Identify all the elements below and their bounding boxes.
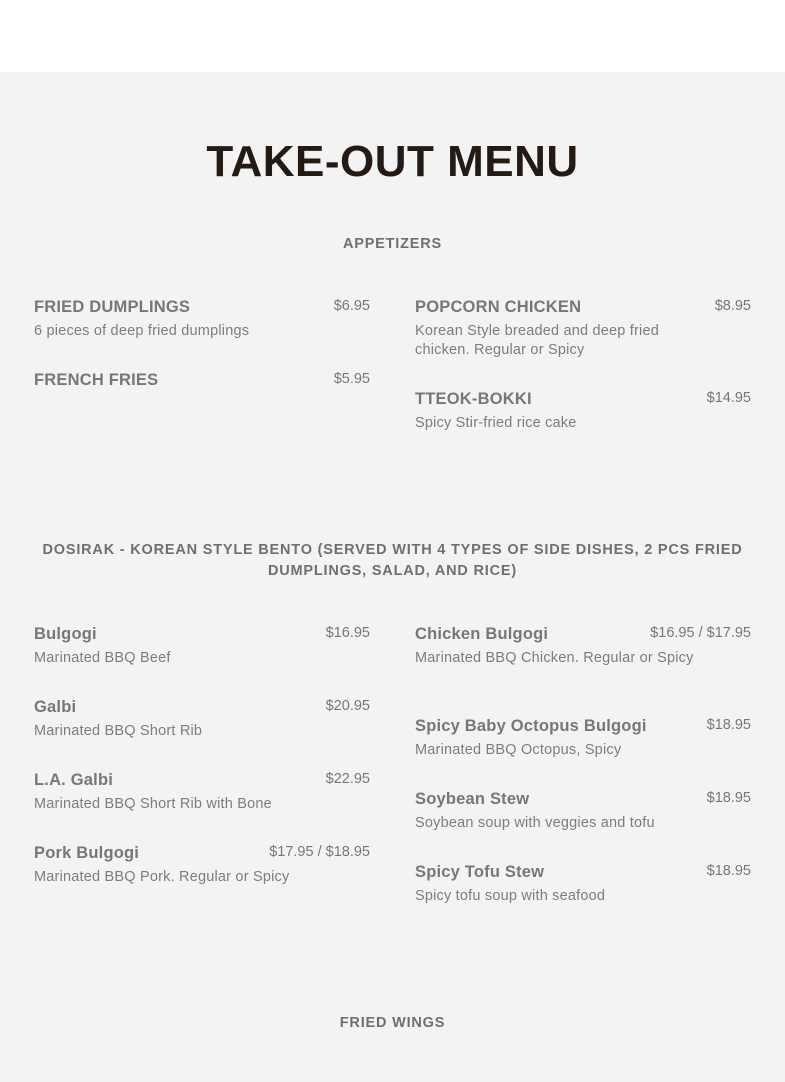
item-description: Marinated BBQ Pork. Regular or Spicy bbox=[34, 869, 290, 885]
item-price: $14.95 bbox=[706, 390, 751, 406]
menu-item-soybean-stew bbox=[415, 790, 751, 833]
menu-item-la-galbi bbox=[34, 771, 370, 814]
item-name: FRENCH FRIES bbox=[34, 371, 159, 389]
item-price: $6.95 bbox=[333, 298, 370, 314]
item-name: Galbi bbox=[34, 698, 77, 716]
menu-item-galbi bbox=[34, 698, 370, 741]
item-price: $5.95 bbox=[333, 371, 370, 387]
item-price: $8.95 bbox=[714, 298, 751, 314]
menu-item-chicken-bulgogi bbox=[415, 625, 751, 668]
item-name: Spicy Baby Octopus Bulgogi bbox=[415, 717, 647, 735]
item-price: $18.95 bbox=[706, 717, 751, 733]
item-description: Marinated BBQ Beef bbox=[34, 650, 171, 666]
item-description: Soybean soup with veggies and tofu bbox=[415, 815, 655, 831]
item-description: Spicy tofu soup with seafood bbox=[415, 888, 606, 904]
item-name: Bulgogi bbox=[34, 625, 97, 643]
item-price: $16.95 / $17.95 bbox=[650, 625, 751, 641]
item-description: Marinated BBQ Short Rib bbox=[34, 723, 203, 739]
item-price: $16.95 bbox=[325, 625, 370, 641]
item-name: POPCORN CHICKEN bbox=[415, 298, 582, 316]
item-price: $18.95 bbox=[706, 863, 751, 879]
item-description: Marinated BBQ Short Rib with Bone bbox=[34, 796, 272, 812]
item-price: $20.95 bbox=[325, 698, 370, 714]
menu-item-popcorn-chicken bbox=[415, 298, 751, 360]
menu-item-tteok-bokki bbox=[415, 390, 751, 433]
section-title-appetizers: APPETIZERS bbox=[342, 236, 443, 252]
item-name: FRIED DUMPLINGS bbox=[34, 298, 191, 316]
item-description: Marinated BBQ Octopus, Spicy bbox=[415, 742, 622, 758]
page-title: TAKE-OUT MENU bbox=[206, 137, 579, 186]
menu-item-fried-dumplings bbox=[34, 298, 370, 341]
item-description: 6 pieces of deep fried dumplings bbox=[34, 323, 250, 339]
item-name: Pork Bulgogi bbox=[34, 844, 140, 862]
item-name: TTEOK-BOKKI bbox=[415, 390, 532, 408]
item-description: Spicy Stir-fried rice cake bbox=[415, 415, 577, 431]
menu-item-spicy-tofu-stew bbox=[415, 863, 751, 906]
menu-item-pork-bulgogi bbox=[34, 844, 370, 887]
item-name: L.A. Galbi bbox=[34, 771, 114, 789]
item-price: $17.95 / $18.95 bbox=[269, 844, 370, 860]
menu-item-bulgogi bbox=[34, 625, 370, 668]
item-price: $22.95 bbox=[325, 771, 370, 787]
section-title-dosirak: DOSIRAK - KOREAN STYLE BENTO (SERVED WITH 4 TYPES OF SIDE DISHES, 2 PCS FRIED DUMPLINGS, SALAD, AND RICE) bbox=[42, 542, 743, 579]
item-name: Spicy Tofu Stew bbox=[415, 863, 545, 881]
menu-item-french-fries bbox=[34, 371, 370, 393]
top-header-band bbox=[0, 0, 785, 72]
item-price: $18.95 bbox=[706, 790, 751, 806]
item-description: Korean Style breaded and deep fried chicken. Regular or Spicy bbox=[415, 323, 660, 358]
item-name: Soybean Stew bbox=[415, 790, 530, 808]
item-description: Marinated BBQ Chicken. Regular or Spicy bbox=[415, 650, 694, 666]
menu-page bbox=[0, 72, 785, 1082]
section-title-fried-wings: FRIED WINGS bbox=[339, 1015, 446, 1031]
item-name: Chicken Bulgogi bbox=[415, 625, 549, 643]
menu-item-spicy-baby-octopus-bulgogi bbox=[415, 717, 751, 760]
